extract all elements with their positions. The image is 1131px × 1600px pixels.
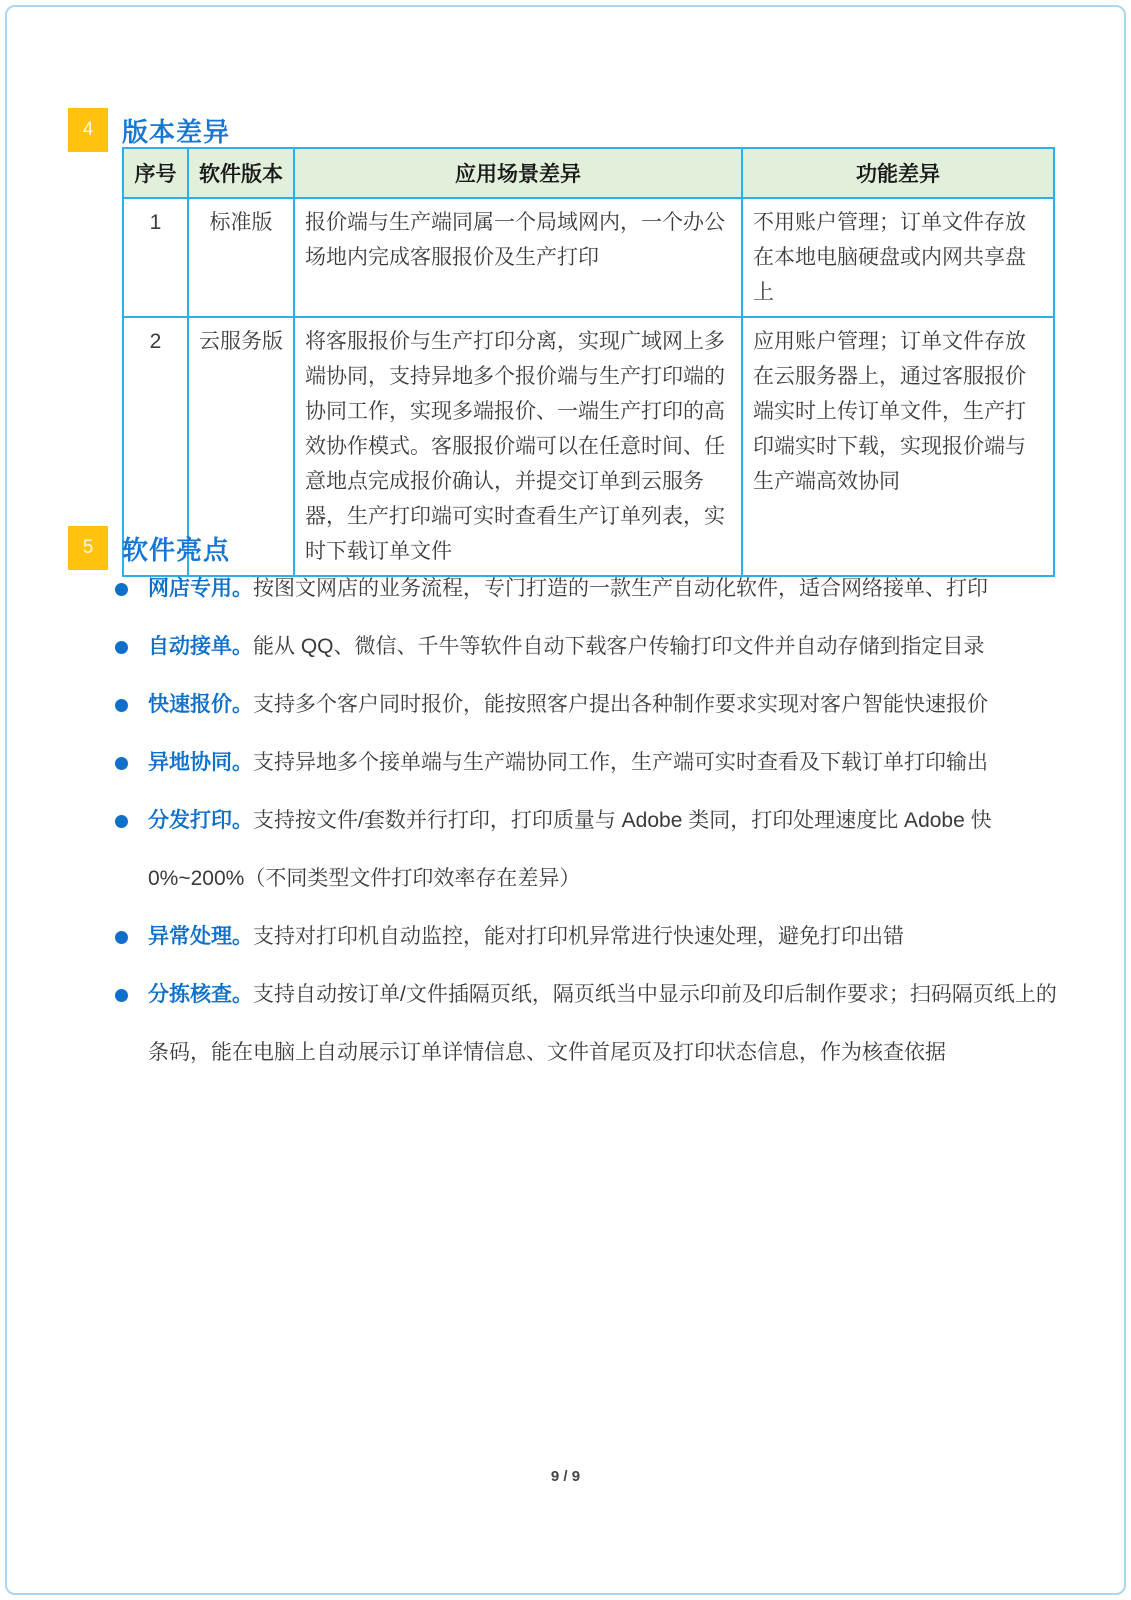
cell-version: 云服务版: [188, 317, 294, 576]
highlight-text: 支持对打印机自动监控，能对打印机异常进行快速处理，避免打印出错: [253, 925, 904, 948]
column-header-index: 序号: [123, 148, 188, 198]
bullet-icon: [115, 641, 128, 654]
bullet-icon: [115, 815, 128, 828]
table-row: [123, 317, 1054, 576]
list-item: [115, 792, 1065, 908]
section-number-badge: 4: [68, 108, 108, 152]
cell-index: 2: [123, 317, 188, 576]
highlight-label: 快速报价。: [148, 693, 253, 716]
highlight-label: 自动接单。: [148, 635, 253, 658]
cell-index: 1: [123, 198, 188, 317]
list-item: [115, 676, 1065, 734]
section-header-version-diff: [68, 108, 230, 152]
highlight-text: 支持异地多个接单端与生产端协同工作，生产端可实时查看及下载订单打印输出: [253, 751, 988, 774]
cell-version: 标准版: [188, 198, 294, 317]
table-header-row: [123, 148, 1054, 198]
highlight-label: 异常处理。: [148, 925, 253, 948]
cell-features: 应用账户管理；订单文件存放在云服务器上，通过客服报价端实时上传订单文件，生产打印端实时下载，实现报价端与生产端高效协同: [742, 317, 1054, 576]
table-row: [123, 198, 1054, 317]
section-title-highlights: 软件亮点: [122, 534, 231, 565]
bullet-icon: [115, 699, 128, 712]
page-footer: [0, 1468, 1131, 1485]
cell-scenario: 报价端与生产端同属一个局域网内，一个办公场地内完成客服报价及生产打印: [294, 198, 742, 317]
highlight-label: 分拣核查。: [148, 983, 253, 1006]
bullet-icon: [115, 931, 128, 944]
version-table-wrapper: [122, 147, 1055, 577]
list-item: [115, 560, 1065, 618]
highlights-list: [115, 560, 1065, 1082]
page-number: 9 / 9: [550, 1468, 581, 1485]
section-title-version-diff: 版本差异: [122, 116, 231, 147]
version-comparison-table: [122, 147, 1055, 577]
list-item: [115, 908, 1065, 966]
highlight-label: 分发打印。: [148, 809, 253, 832]
column-header-version: 软件版本: [188, 148, 294, 198]
list-item: [115, 734, 1065, 792]
highlight-text: 按图文网店的业务流程，专门打造的一款生产自动化软件，适合网络接单、打印: [253, 577, 988, 600]
highlight-label: 网店专用。: [148, 577, 253, 600]
section-number-badge: 5: [68, 526, 108, 570]
highlight-text: 支持按文件/套数并行打印，打印质量与 Adobe 类同，打印处理速度比 Adobe 快 0%~200%（不同类型文件打印效率存在差异）: [148, 809, 992, 890]
highlight-text: 支持自动按订单/文件插隔页纸，隔页纸当中显示印前及印后制作要求；扫码隔页纸上的条码，能在电脑上自动展示订单详情信息、文件首尾页及打印状态信息，作为核查依据: [148, 983, 1057, 1064]
list-item: [115, 966, 1065, 1082]
bullet-icon: [115, 757, 128, 770]
list-item: [115, 618, 1065, 676]
highlight-label: 异地协同。: [148, 751, 253, 774]
bullet-icon: [115, 583, 128, 596]
column-header-features: 功能差异: [742, 148, 1054, 198]
highlight-text: 支持多个客户同时报价，能按照客户提出各种制作要求实现对客户智能快速报价: [253, 693, 988, 716]
bullet-icon: [115, 989, 128, 1002]
highlight-text: 能从 QQ、微信、千牛等软件自动下载客户传输打印文件并自动存储到指定目录: [253, 635, 985, 658]
cell-features: 不用账户管理；订单文件存放在本地电脑硬盘或内网共享盘上: [742, 198, 1054, 317]
cell-scenario: 将客服报价与生产打印分离，实现广域网上多端协同，支持异地多个报价端与生产打印端的协同工作，实现多端报价、一端生产打印的高效协作模式。客服报价端可以在任意时间、任意地点完成报价确认，并提交订单到云服务器，生产打印端可实时查看生产订单列表，实时下载订单文件: [294, 317, 742, 576]
column-header-scenario: 应用场景差异: [294, 148, 742, 198]
